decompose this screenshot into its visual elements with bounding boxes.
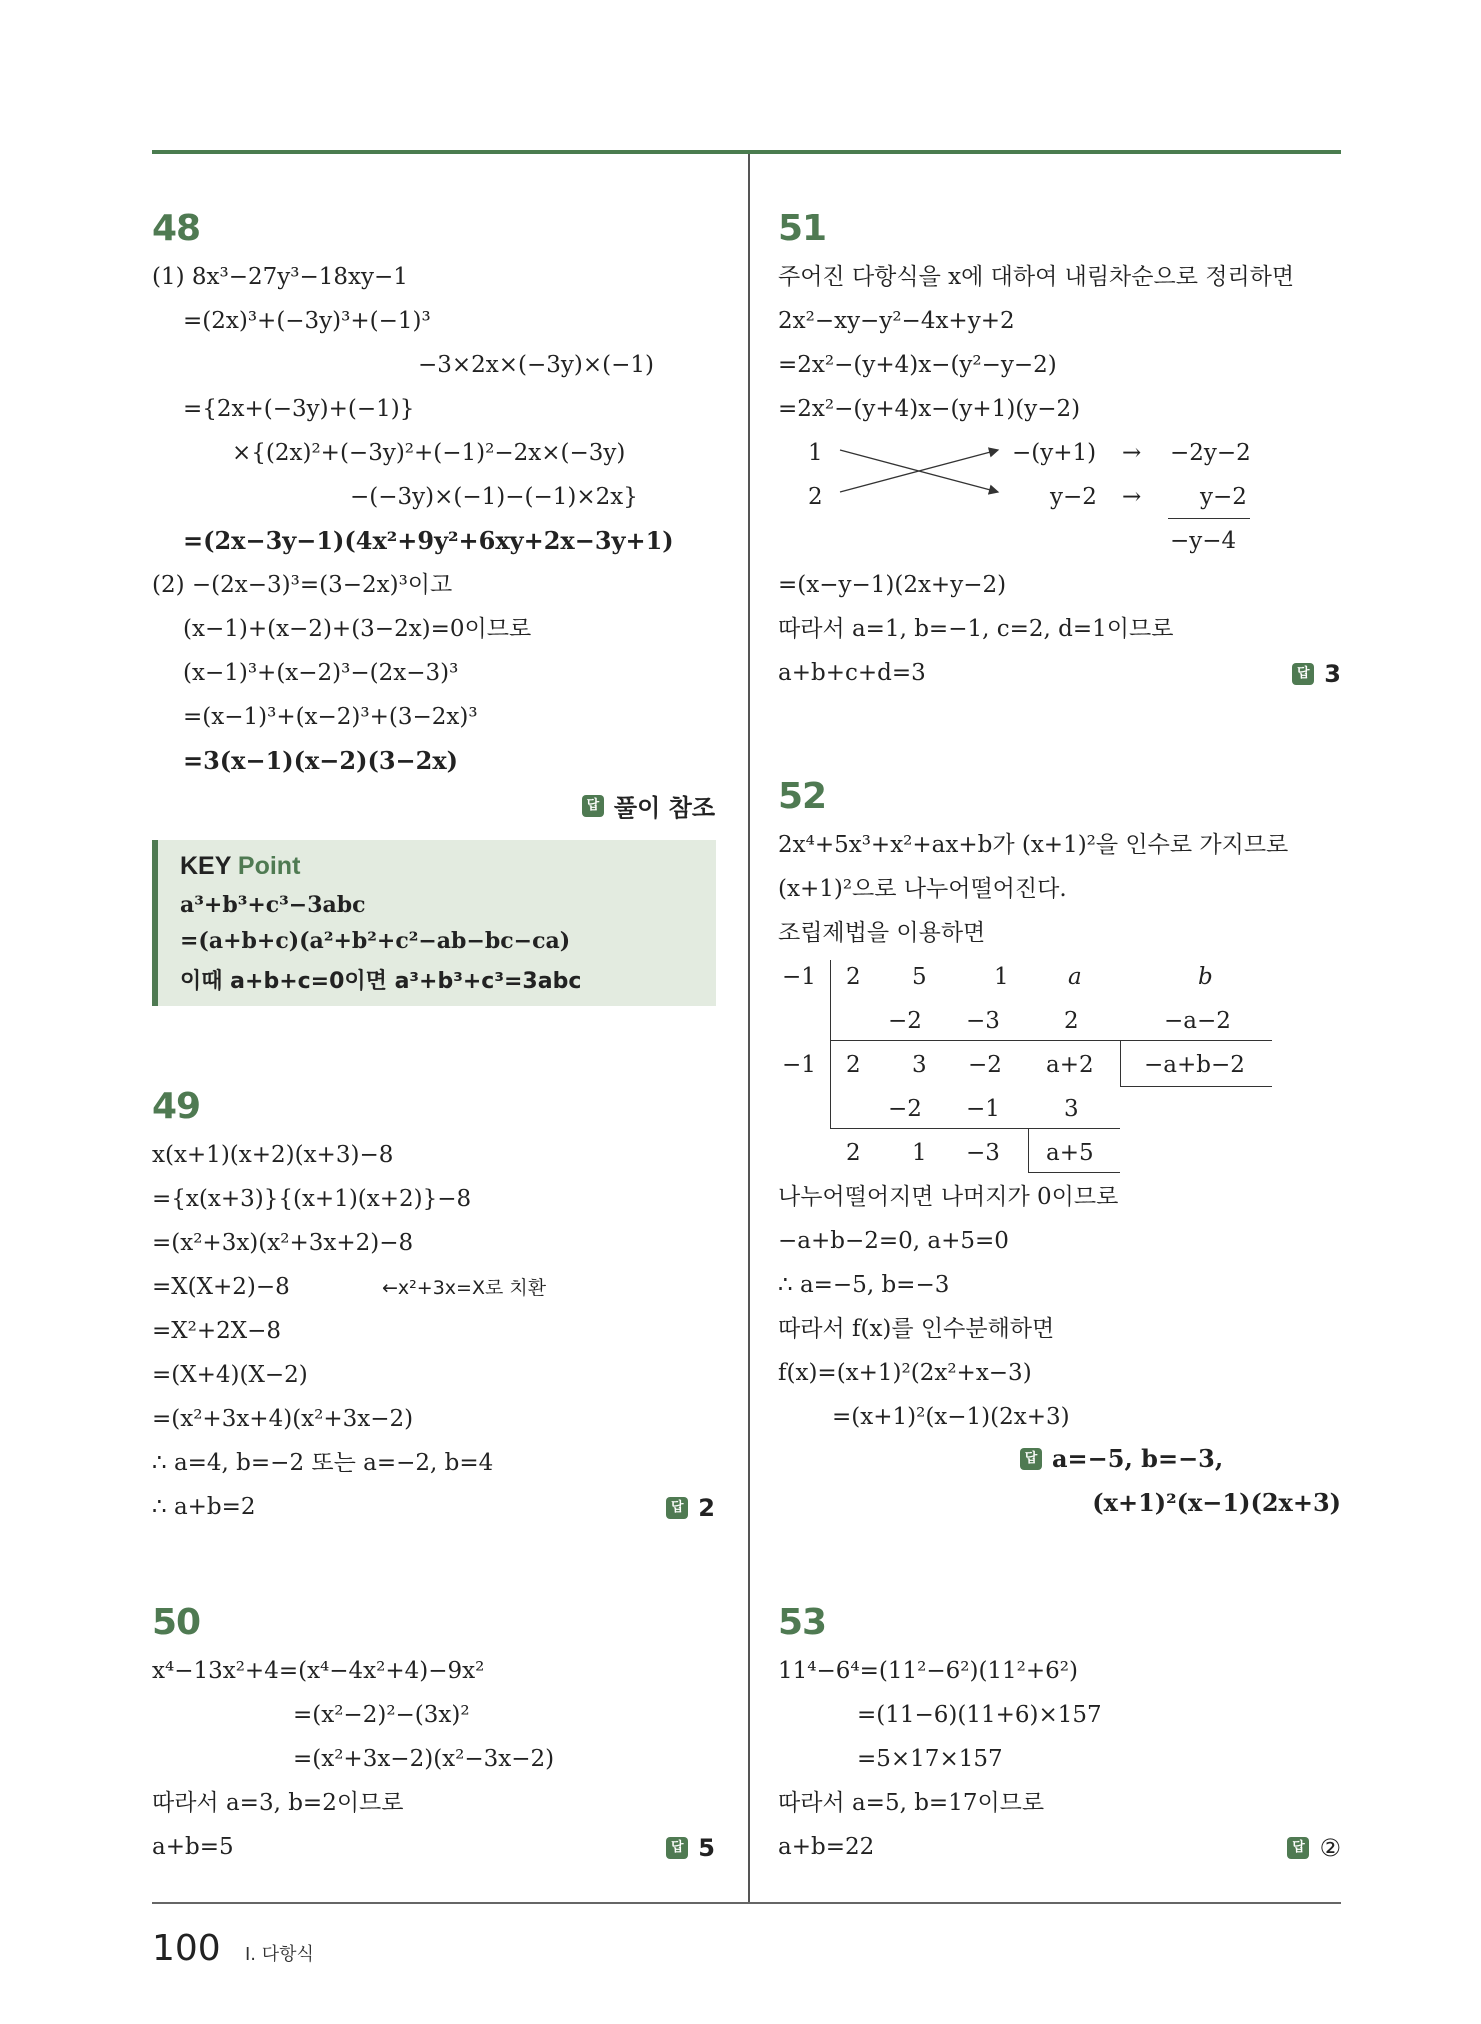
answer-text: 풀이 참조	[613, 794, 715, 822]
synth-cell: −3	[966, 1140, 1000, 1166]
synth-cell: −1	[966, 1096, 1000, 1122]
q49-line: ∴ a+b=2	[152, 1494, 256, 1520]
q52-line: 2x⁴+5x³+x²+ax+b가 (x+1)²을 인수로 가지므로	[778, 832, 1289, 858]
key-point-title	[180, 852, 300, 881]
q49-line: =X²+2X−8	[152, 1318, 282, 1344]
q48-line: ×{(2x)²+(−3y)²+(−1)²−2x×(−3y)	[232, 440, 626, 466]
answer-tag: 답	[1292, 663, 1314, 685]
answer-tag: 답	[1020, 1448, 1042, 1470]
problem-52-number: 52	[778, 776, 827, 817]
synth-cell: b	[1198, 964, 1213, 990]
q48-line: (1) 8x³−27y³−18xy−1	[152, 264, 408, 290]
synth-divisor-1: −1	[782, 964, 816, 990]
q52-line: 따라서 f(x)를 인수분해하면	[778, 1316, 1055, 1342]
q49-line: =(X+4)(X−2)	[152, 1362, 308, 1388]
synth-cell: −3	[966, 1008, 1000, 1034]
synth-cell: 5	[912, 964, 927, 990]
key-label: KEY	[180, 852, 231, 880]
q50-line: a+b=5	[152, 1834, 234, 1860]
q53-line: =5×17×157	[857, 1746, 1003, 1772]
q52-line: (x+1)²으로 나누어떨어진다.	[778, 876, 1067, 902]
page-number: 100	[152, 1928, 221, 1969]
key-point-line: =(a+b+c)(a²+b²+c²−ab−bc−ca)	[180, 928, 571, 954]
problem-48-number: 48	[152, 208, 201, 249]
q51-line: =(x−y−1)(2x+y−2)	[778, 572, 1007, 598]
q48-line: −3×2x×(−3y)×(−1)	[418, 352, 655, 378]
q53-answer	[1287, 1834, 1341, 1862]
q49-answer	[666, 1494, 715, 1522]
synth-divisor-2: −1	[782, 1052, 816, 1078]
q51-line: 2x²−xy−y²−4x+y+2	[778, 308, 1015, 334]
answer-text: ②	[1319, 1834, 1341, 1862]
top-rule	[152, 150, 1341, 154]
q48-line: =(2x−3y−1)(4x²+9y²+6xy+2x−3y+1)	[183, 526, 674, 555]
answer-tag: 답	[1287, 1837, 1309, 1859]
synth-vertical-bar	[830, 960, 831, 1128]
q52-answer	[1020, 1444, 1223, 1473]
chapter-label: Ⅰ. 다항식	[245, 1944, 314, 1965]
problem-51-number: 51	[778, 208, 827, 249]
q50-line: =(x²+3x−2)(x²−3x−2)	[293, 1746, 555, 1772]
cross-left-1: 1	[808, 440, 823, 466]
synth-cell: 1	[912, 1140, 927, 1166]
synth-cell: −2	[888, 1008, 922, 1034]
synth-remainder2-box-left	[1028, 1128, 1029, 1172]
synth-rule-1	[830, 1040, 1272, 1041]
synth-cell: a+2	[1046, 1052, 1094, 1078]
answer-tag: 답	[582, 795, 604, 817]
q52-answer-line2: (x+1)²(x−1)(2x+3)	[1092, 1488, 1341, 1517]
q53-line: =(11−6)(11+6)×157	[857, 1702, 1102, 1728]
column-divider	[748, 154, 750, 1903]
q52-line: 나누어떨어지면 나머지가 0이므로	[778, 1184, 1119, 1210]
q48-line: (2) −(2x−3)³=(3−2x)³이고	[152, 572, 453, 598]
synth-cell: 2	[846, 1140, 861, 1166]
q49-substitution-note: ←x²+3x=X로 치환	[382, 1277, 547, 1299]
answer-tag: 답	[666, 1837, 688, 1859]
answer-text: 3	[1324, 660, 1341, 688]
q48-line: (x−1)³+(x−2)³−(2x−3)³	[183, 660, 459, 686]
synth-remainder-box-bottom	[1120, 1086, 1272, 1087]
q50-line: x⁴−13x²+4=(x⁴−4x²+4)−9x²	[152, 1658, 485, 1684]
q49-line: ∴ a=4, b=−2 또는 a=−2, b=4	[152, 1450, 494, 1476]
cross-right-1: −2y−2	[1170, 440, 1251, 466]
key-point-line: 이때 a+b+c=0이면 a³+b³+c³=3abc	[180, 969, 582, 994]
synth-cell: 2	[1064, 1008, 1079, 1034]
q49-line: =X(X+2)−8	[152, 1274, 290, 1300]
q51-line: 주어진 다항식을 x에 대하여 내림차순으로 정리하면	[778, 264, 1295, 290]
q49-line: =(x²+3x)(x²+3x+2)−8	[152, 1230, 414, 1256]
problem-50-number: 50	[152, 1602, 201, 1643]
q52-line: f(x)=(x+1)²(2x²+x−3)	[778, 1360, 1032, 1386]
q50-line: =(x²−2)²−(3x)²	[293, 1702, 470, 1728]
q48-answer	[582, 788, 715, 823]
cross-arrow-2: →	[1122, 484, 1142, 510]
cross-mid-2: y−2	[1050, 484, 1097, 510]
q49-line: ={x(x+3)}{(x+1)(x+2)}−8	[152, 1186, 472, 1212]
answer-text: 2	[698, 1494, 715, 1522]
synth-remainder-1: −a+b−2	[1144, 1052, 1245, 1078]
cross-arrows	[838, 440, 1010, 500]
q51-answer	[1292, 660, 1341, 688]
problem-53-number: 53	[778, 1602, 827, 1643]
cross-right-3: −y−4	[1170, 528, 1237, 554]
q48-line: =3(x−1)(x−2)(3−2x)	[183, 746, 458, 775]
key-point-box	[152, 840, 716, 1006]
q51-line: a+b+c+d=3	[778, 660, 926, 686]
q52-line: =(x+1)²(x−1)(2x+3)	[832, 1404, 1070, 1430]
synth-remainder2-box-bottom	[1028, 1172, 1120, 1173]
answer-text: 5	[698, 1834, 715, 1862]
synth-cell: −2	[968, 1052, 1002, 1078]
q52-line: 조립제법을 이용하면	[778, 920, 986, 946]
cross-arrow-1: →	[1122, 440, 1142, 466]
q51-line: 따라서 a=1, b=−1, c=2, d=1이므로	[778, 616, 1174, 642]
synth-cell: 3	[1064, 1096, 1079, 1122]
synth-remainder-2: a+5	[1046, 1140, 1094, 1166]
problem-49-number: 49	[152, 1086, 201, 1127]
q49-line: =(x²+3x+4)(x²+3x−2)	[152, 1406, 414, 1432]
cross-sum-line	[1168, 518, 1250, 519]
answer-text: a=−5, b=−3,	[1052, 1444, 1224, 1473]
q51-line: =2x²−(y+4)x−(y²−y−2)	[778, 352, 1057, 378]
cross-right-2: y−2	[1200, 484, 1247, 510]
synth-cell: 1	[994, 964, 1009, 990]
synth-cell: a	[1068, 964, 1082, 990]
q53-line: a+b=22	[778, 1834, 875, 1860]
q53-line: 11⁴−6⁴=(11²−6²)(11²+6²)	[778, 1658, 1078, 1684]
q51-line: =2x²−(y+4)x−(y+1)(y−2)	[778, 396, 1081, 422]
key-point-line: a³+b³+c³−3abc	[180, 892, 366, 918]
synth-cell: −a−2	[1164, 1008, 1231, 1034]
q48-line: −(−3y)×(−1)−(−1)×2x}	[350, 484, 638, 510]
synth-cell: 2	[846, 1052, 861, 1078]
q48-line: =(2x)³+(−3y)³+(−1)³	[183, 308, 431, 334]
q48-line: (x−1)+(x−2)+(3−2x)=0이므로	[183, 616, 532, 642]
cross-left-2: 2	[808, 484, 823, 510]
q53-line: 따라서 a=5, b=17이므로	[778, 1790, 1045, 1816]
q50-line: 따라서 a=3, b=2이므로	[152, 1790, 404, 1816]
q52-line: −a+b−2=0, a+5=0	[778, 1228, 1009, 1254]
cross-mid-1: −(y+1)	[1012, 440, 1097, 466]
q48-line: ={2x+(−3y)+(−1)}	[183, 396, 415, 422]
synth-cell: −2	[888, 1096, 922, 1122]
synth-remainder-box-left	[1120, 1040, 1121, 1086]
bottom-rule	[152, 1902, 1341, 1904]
answer-tag: 답	[666, 1497, 688, 1519]
synth-rule-2	[830, 1128, 1120, 1129]
q52-line: ∴ a=−5, b=−3	[778, 1272, 950, 1298]
point-label: Point	[237, 852, 301, 880]
synth-cell: 3	[912, 1052, 927, 1078]
synth-cell: 2	[846, 964, 861, 990]
q48-line: =(x−1)³+(x−2)³+(3−2x)³	[183, 704, 478, 730]
q50-answer	[666, 1834, 715, 1862]
q49-line: x(x+1)(x+2)(x+3)−8	[152, 1142, 394, 1168]
